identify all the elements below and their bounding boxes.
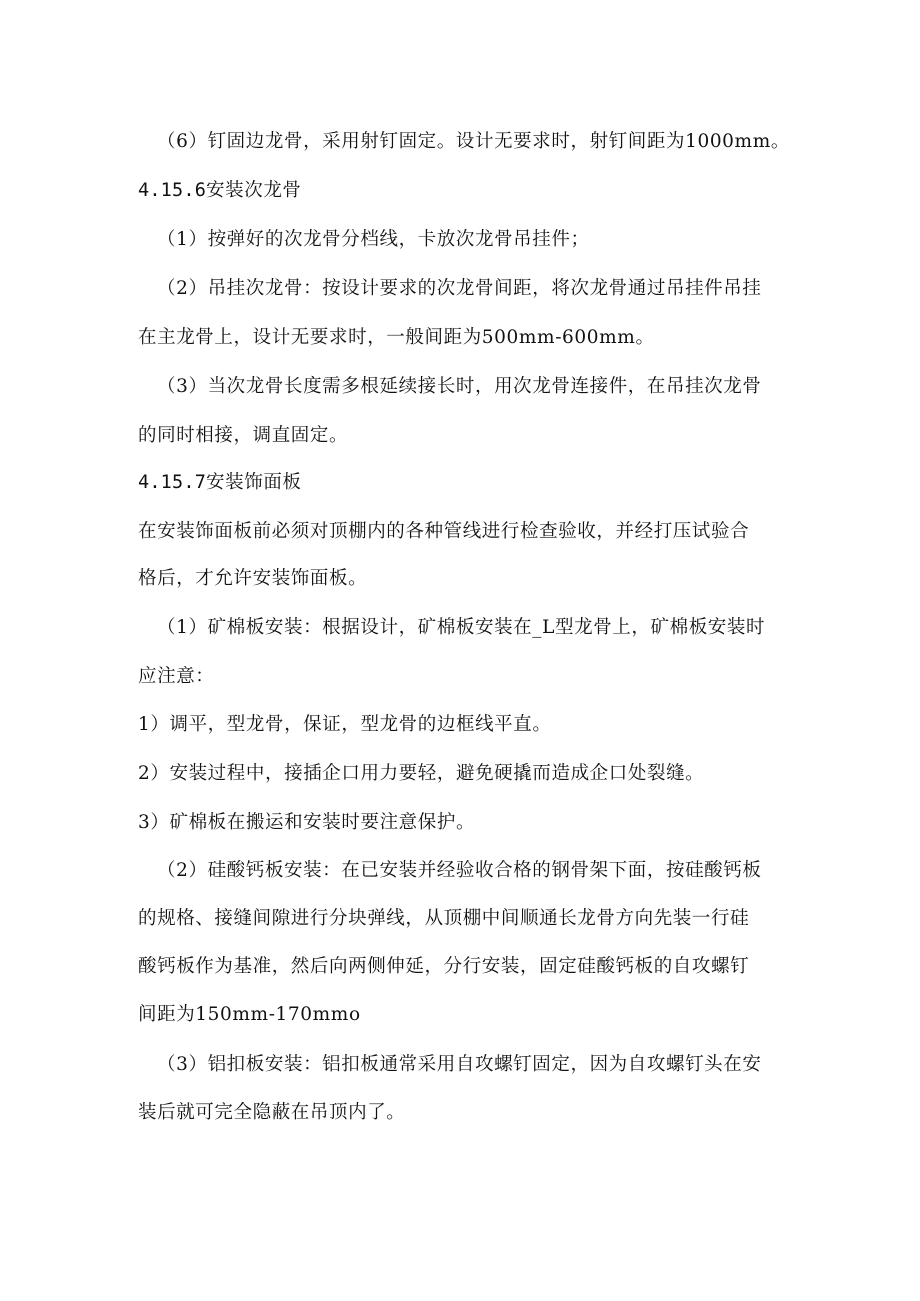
paragraph-line: （3）当次龙骨长度需多根延续接长时，用次龙骨连接件，在吊挂次龙骨 (157, 376, 762, 397)
paragraph-line: 在主龙骨上，设计无要求时，一般间距为500mm-600mm。 (138, 327, 655, 348)
paragraph-line: 应注意： (138, 666, 215, 687)
paragraph-line: （3）铝扣板安装：铝扣板通常采用自攻螺钉固定，因为自攻螺钉头在安 (157, 1054, 762, 1075)
paragraph-line: （1）按弹好的次龙骨分档线，卡放次龙骨吊挂件； (157, 229, 590, 250)
paragraph-line: 在安装饰面板前必须对顶棚内的各种管线进行检查验收，并经打压试验合 (138, 521, 750, 542)
section-title: 安装次龙骨 (206, 180, 302, 201)
paragraph-line: （1）矿棉板安装：根据设计，矿棉板安装在_L型龙骨上，矿棉板安装时 (157, 617, 766, 638)
paragraph-line: （2）吊挂次龙骨：按设计要求的次龙骨间距，将次龙骨通过吊挂件吊挂 (157, 278, 762, 299)
section-number: 4.15.7 (138, 472, 207, 493)
section-title: 安装饰面板 (206, 472, 302, 493)
list-item: 1）调平，型龙骨，保证，型龙骨的边框线平直。 (138, 714, 552, 735)
section-heading-4-15-7 (138, 471, 788, 495)
paragraph-line: 的规格、接缝间隙进行分块弹线，从顶棚中间顺通长龙骨方向先装一行硅 (138, 908, 750, 929)
paragraph-line: 格后，才允许安装饰面板。 (138, 568, 368, 589)
paragraph-line: 酸钙板作为基准，然后向两侧伸延，分行安装，固定硅酸钙板的自攻螺钉 (138, 956, 750, 977)
paragraph-line: 间距为150mm-170mmo (138, 1004, 361, 1025)
section-heading-4-15-6 (138, 179, 788, 203)
list-item: 2）安装过程中，接插企口用力要轻，避免硬撬而造成企口处裂缝。 (138, 763, 705, 784)
paragraph-line: 的同时相接，调直固定。 (138, 425, 349, 446)
section-number: 4.15.6 (138, 180, 207, 201)
paragraph-line: 装后就可完全隐蔽在吊顶内了。 (138, 1102, 406, 1123)
list-item: 3）矿棉板在搬运和安装时要注意保护。 (138, 812, 476, 833)
paragraph-line: （2）硅酸钙板安装：在已安装并经验收合格的钢骨架下面，按硅酸钙板 (157, 860, 762, 881)
paragraph-line: （6）钉固边龙骨，采用射钉固定。设计无要求时，射钉间距为1000mm。 (157, 131, 790, 152)
